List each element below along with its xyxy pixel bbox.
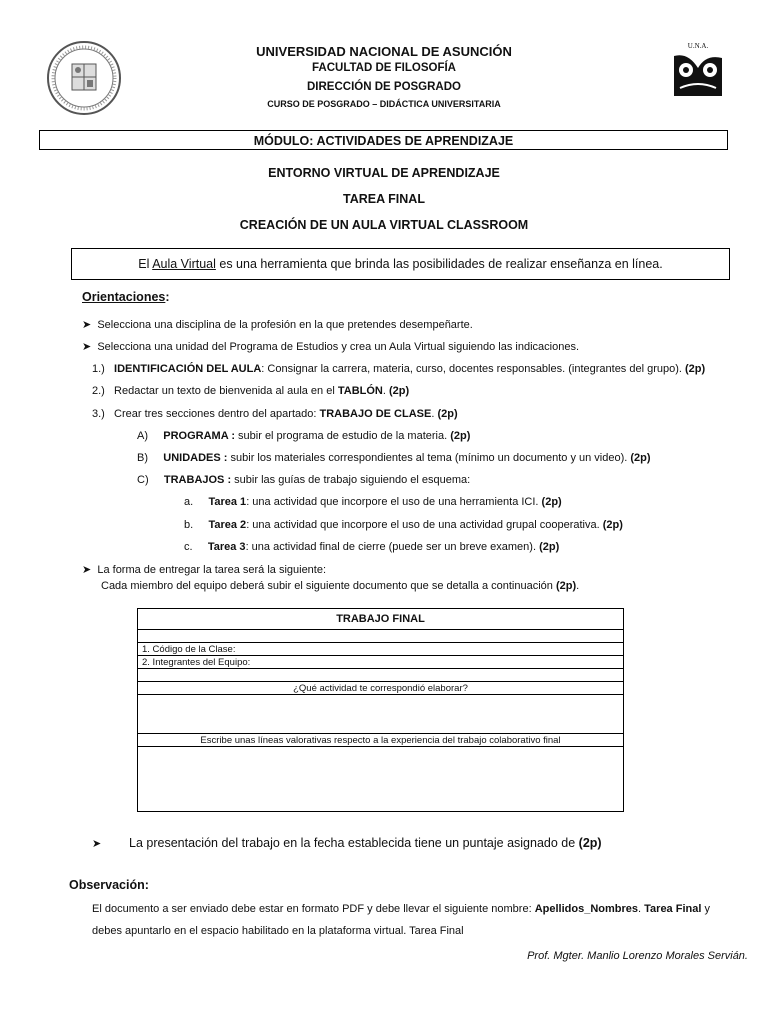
- arrow-bullet-icon: ➤: [82, 319, 92, 331]
- item-3: 3.) Crear tres secciones dentro del apartado: TRABAJO DE CLASE. (2p): [92, 408, 458, 420]
- final-work-table: [137, 608, 624, 812]
- aula-virtual-term: Aula Virtual: [152, 257, 216, 271]
- aula-virtual-definition: El Aula Virtual es una herramienta que brinda las posibilidades de realizar enseñanza en línea.: [71, 248, 730, 280]
- table-answer-activity: [138, 695, 624, 734]
- item-1: 1.) IDENTIFICACIÓN DEL AULA: Consignar la carrera, materia, curso, docentes responsables. (integrantes del grupo). (2p): [92, 363, 706, 375]
- delivery-bullet: ➤ La forma de entregar la tarea será la siguiente:: [82, 564, 327, 576]
- table-title: TRABAJO FINAL: [138, 609, 624, 630]
- module-title: MÓDULO: ACTIVIDADES DE APRENDIZAJE: [39, 130, 728, 150]
- table-question-activity: ¿Qué actividad te correspondió elaborar?: [138, 682, 624, 695]
- faculty-name: FACULTAD DE FILOSOFÍA: [312, 62, 456, 74]
- bullet-select-discipline: ➤ Selecciona una disciplina de la profesión en la que pretendes desempeñarte.: [82, 319, 473, 331]
- task-2: b. Tarea 2: una actividad que incorpore el uso de una actividad grupal cooperativa. (2p): [184, 519, 623, 531]
- title-final-task: TAREA FINAL: [343, 192, 425, 206]
- arrow-bullet-icon: ➤: [82, 341, 92, 353]
- observacion-line-2: debes apuntarlo en el espacio habilitado en la plataforma virtual. Tarea Final: [92, 925, 464, 937]
- presentation-note: ➤ La presentación del trabajo en la fecha establecida tiene un puntaje asignado de (2p): [92, 836, 602, 850]
- title-virtual-environment: ENTORNO VIRTUAL DE APRENDIZAJE: [268, 166, 500, 180]
- arrow-bullet-icon: ➤: [92, 838, 102, 850]
- item-2: 2.) Redactar un texto de bienvenida al aula en el TABLÓN. (2p): [92, 385, 410, 397]
- observacion-heading: Observación:: [69, 878, 149, 892]
- table-row-team-members: 2. Integrantes del Equipo:: [138, 656, 624, 669]
- table-spacer-row: [138, 669, 624, 682]
- table-question-reflection: Escribe unas líneas valorativas respecto a la experiencia del trabajo colaborativo final: [138, 734, 624, 747]
- table-row-class-code: 1. Código de la Clase:: [138, 643, 624, 656]
- course-name: CURSO DE POSGRADO – DIDÁCTICA UNIVERSITARIA: [267, 99, 501, 109]
- direction-name: DIRECCIÓN DE POSGRADO: [307, 81, 461, 93]
- title-classroom: CREACIÓN DE UN AULA VIRTUAL CLASSROOM: [239, 218, 529, 232]
- section-c: C) TRABAJOS : subir las guías de trabajo siguiendo el esquema:: [137, 474, 471, 486]
- delivery-detail: Cada miembro del equipo deberá subir el siguiente documento que se detalla a continuación (2p).: [101, 580, 580, 592]
- task-1: a. Tarea 1: una actividad que incorpore el uso de una herramienta ICI. (2p): [184, 496, 562, 508]
- section-b: B) UNIDADES : subir los materiales correspondientes al tema (mínimo un documento y un video). (2p): [137, 452, 651, 464]
- una-logo: U.N.A.: [668, 42, 728, 102]
- section-a: A) PROGRAMA : subir el programa de estudio de la materia. (2p): [137, 430, 471, 442]
- table-spacer-row: [138, 630, 624, 643]
- university-name: UNIVERSIDAD NACIONAL DE ASUNCIÓN: [256, 44, 512, 59]
- table-answer-reflection: [138, 747, 624, 812]
- orientaciones-heading: Orientaciones:: [82, 290, 170, 304]
- arrow-bullet-icon: ➤: [82, 564, 92, 576]
- professor-signature: Prof. Mgter. Manlio Lorenzo Morales Servián.: [527, 950, 748, 962]
- observacion-line-1: El documento a ser enviado debe estar en formato PDF y debe llevar el siguiente nombre: Apellidos_Nombres. Tarea Final y: [92, 903, 710, 915]
- bullet-select-unit: ➤ Selecciona una unidad del Programa de Estudios y crea un Aula Virtual siguiendo las indicaciones.: [82, 341, 580, 353]
- task-3: c. Tarea 3: una actividad final de cierre (puede ser un breve examen). (2p): [184, 541, 560, 553]
